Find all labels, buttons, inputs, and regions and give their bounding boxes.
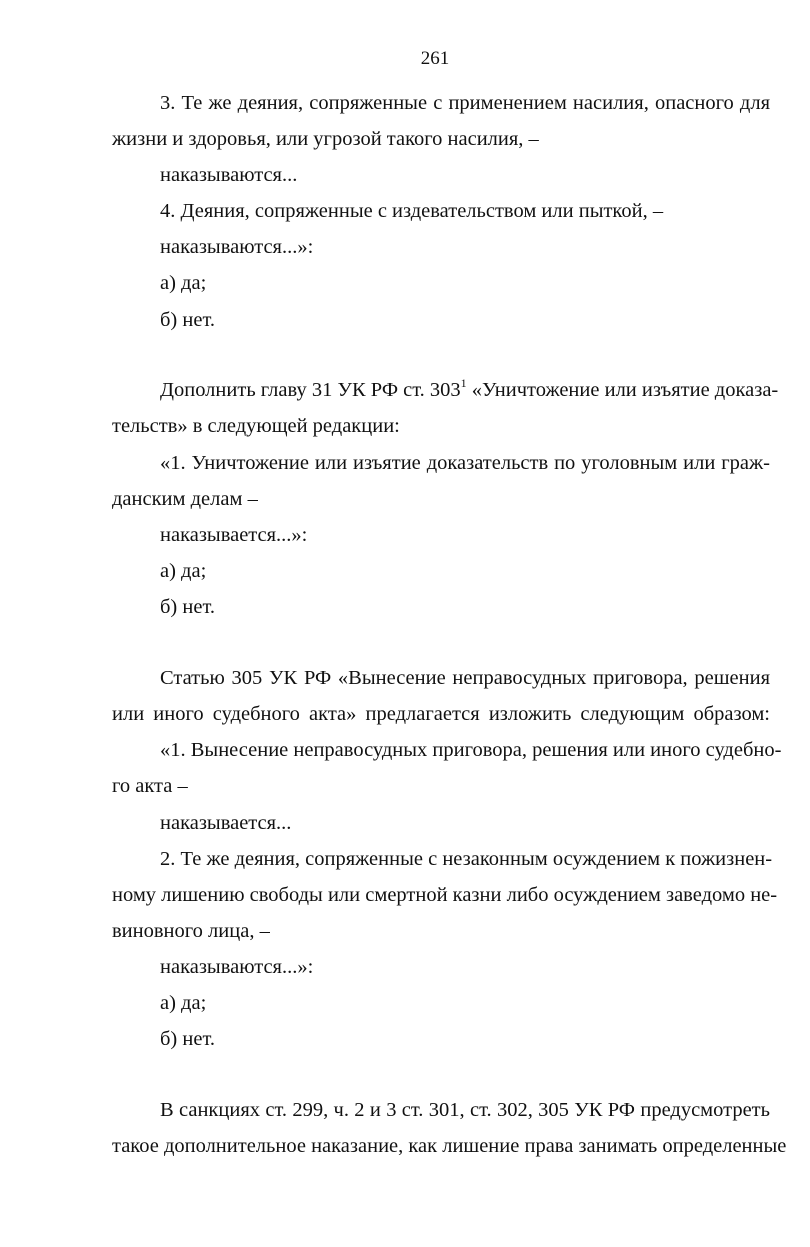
text-line: 2. Те же деяния, сопряженные с незаконным осуждением к пожизнен- bbox=[160, 848, 773, 870]
text-line: жизни и здоровья, или угрозой такого насилия, – bbox=[112, 128, 539, 150]
text-line: го акта – bbox=[112, 775, 188, 797]
text-line: 3. Те же деяния, сопряженные с применением насилия, опасного для bbox=[160, 92, 770, 114]
option-a: а) да; bbox=[160, 272, 207, 294]
option-a: а) да; bbox=[160, 560, 207, 582]
text-line: «1. Уничтожение или изъятие доказательств по уголовным или граж- bbox=[160, 452, 770, 474]
text-line: наказываются...»: bbox=[160, 236, 314, 258]
text-line: В санкциях ст. 299, ч. 2 и 3 ст. 301, ст. 302, 305 УК РФ предусмотреть bbox=[160, 1099, 770, 1121]
text-line: ному лишению свободы или смертной казни либо осуждением заведомо не- bbox=[112, 884, 778, 906]
page-number: 261 bbox=[420, 48, 450, 69]
text-line: наказывается... bbox=[160, 812, 292, 834]
text-line: тельств» в следующей редакции: bbox=[112, 415, 400, 437]
superscript: 1 bbox=[460, 376, 467, 390]
text-fragment: Дополнить главу 31 УК РФ ст. 303 bbox=[160, 379, 461, 401]
text-line: виновного лица, – bbox=[112, 920, 270, 942]
text-line: Статью 305 УК РФ «Вынесение неправосудных приговора, решения bbox=[160, 667, 770, 689]
text-line: 4. Деяния, сопряженные с издевательством или пыткой, – bbox=[160, 200, 664, 222]
text-line bbox=[160, 376, 779, 403]
option-b: б) нет. bbox=[160, 596, 215, 618]
text-line: такое дополнительное наказание, как лишение права занимать определенные bbox=[112, 1135, 787, 1157]
option-a: а) да; bbox=[160, 992, 207, 1014]
option-b: б) нет. bbox=[160, 1028, 215, 1050]
text-fragment: «Уничтожение или изъятие доказа- bbox=[466, 379, 779, 401]
text-line: «1. Вынесение неправосудных приговора, решения или иного судебно- bbox=[160, 739, 782, 761]
option-b: б) нет. bbox=[160, 309, 215, 331]
text-line: наказывается...»: bbox=[160, 524, 308, 546]
text-line: наказываются... bbox=[160, 164, 298, 186]
text-line: наказываются...»: bbox=[160, 956, 314, 978]
text-line: данским делам – bbox=[112, 488, 258, 510]
text-line: или иного судебного акта» предлагается изложить следующим образом: bbox=[112, 703, 770, 725]
